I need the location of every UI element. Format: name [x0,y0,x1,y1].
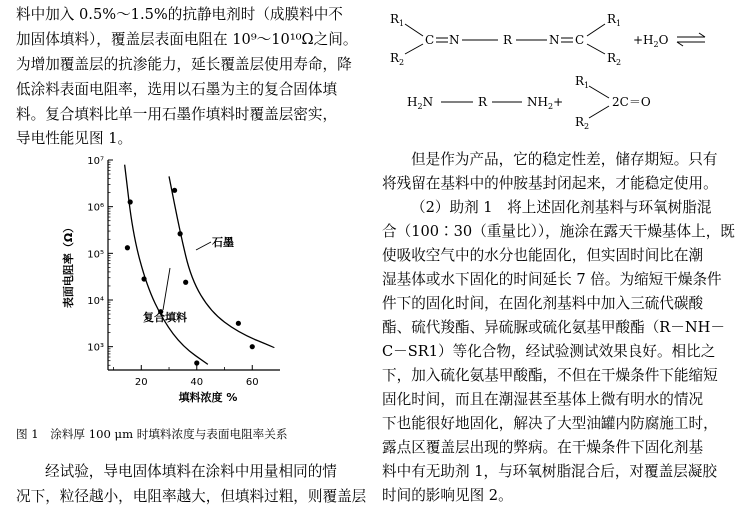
graphite-leader-line [196,242,211,250]
y-tick-label: 10⁷ [87,156,104,167]
composite-filler-curve [125,165,208,365]
series-label-graphite: 石墨 [212,236,234,249]
eq1-r2b: $R_2$ [607,51,622,67]
body-text-line: 经试验，导电固体填料在涂料中用量相同的情 [45,463,337,480]
body-text-line: 料中加入 0.5%～1.5%的抗静电剂时（成膜料中不 [16,6,343,23]
eq1-r1b: $R_1$ [607,12,622,28]
eq1-n2: N [549,33,560,47]
body-text-line: 使吸收空气中的水分也能固化，但实固时间比在潮 [382,247,704,264]
composite-leader-line [163,268,170,310]
body-text-line: 合（100∶30（重量比）），施涂在露天干燥基体上，既 [382,223,735,240]
body-text-line: 况下，粒径越小，电阻率越大，但填料过粗，则覆盖层 [16,488,367,505]
body-text-line: 酯、硫代羧酯、异硫脲或硫化氨基甲酸酯（R－NH－ [382,319,725,336]
eq1-r2: $R_2$ [390,51,405,67]
body-text-line: 固化时间，而且在潮湿甚至基体上微有明水的情况 [382,391,704,408]
eq2-r1: $R_1$ [575,74,590,90]
y-axis-title: 表面电阻率（Ω） [62,221,75,309]
eq1-r: R [503,33,513,47]
body-text-line: 加固体填料），覆盖层表面电阻在 10⁹～10¹⁰Ω之间。 [16,31,358,48]
body-text-line: C－SR1）等化合物，经试验测试效果良好。相比之 [382,343,716,360]
chemical-equations [385,0,755,135]
graphite-point [183,280,188,285]
eq1-water: $+H_2O$ [633,33,669,49]
equilibrium-arrow-icon [677,33,705,46]
series-label-composite: 复合填料 [143,311,187,324]
eq2-r: R [478,95,488,109]
eq2-h2n: $H_2N$ [407,95,434,111]
graphite-point [172,188,177,193]
body-text-line: 下也能很好地固化，解决了大型油罐内防腐施工时， [382,415,718,432]
graphite-point [236,321,241,326]
body-text-line: 露点区覆盖层出现的弊病。在干燥条件下固化剂基 [382,439,704,456]
eq1-n1: N [449,33,460,47]
body-text-line: 导电性能见图 1。 [16,130,133,147]
y-tick-label: 10⁴ [87,296,104,307]
eq2-r2: $R_2$ [575,115,590,131]
eq1-r1: $R_1$ [390,12,405,28]
y-tick-label: 10³ [87,342,104,354]
body-text-line: 件下的固化时间，在固化剂基料中加入三硫代碳酸 [382,295,704,312]
composite-filler-point [125,245,130,250]
body-text-line: 湿基体或水下固化的时间延长 7 倍。为缩短干燥条件 [382,271,722,288]
body-text-line: 下，加入硫化氨基甲酸酯，不但在干燥条件下能缩短 [382,367,718,384]
figure-caption: 图 1 涂料厚 100 μm 时填料浓度与表面电阻率关系 [16,427,288,441]
composite-filler-point [141,276,146,281]
eq2-nh2: $NH_2+$ [527,95,564,111]
graphite-point [178,231,183,236]
x-axis-title: 填料浓度 % [178,391,238,404]
eq2-product: 2C＝O [612,95,651,109]
eq1-c2: C [575,33,585,47]
section-heading-line: （2）助剂 1 将上述固化剂基料与环氧树脂混 [411,199,712,216]
x-tick-label: 20 [134,377,148,388]
y-tick-label: 10⁵ [87,249,104,261]
body-text-line: 但是作为产品，它的稳定性差，储存期短。只有 [411,151,718,168]
body-text-line: 为增加覆盖层的抗渗能力，延长覆盖层使用寿命，降 [16,56,352,73]
graphite-point [250,344,255,349]
eq1-c1: C [425,33,435,47]
composite-filler-point [194,360,199,365]
y-tick-label: 10⁶ [87,202,104,214]
body-text-line: 低涂料表面电阻率，选用以石墨为主的复合固体填 [16,81,338,98]
x-tick-label: 60 [245,377,259,388]
x-tick-label: 40 [190,377,204,388]
resistivity-chart [60,150,300,425]
body-text-line: 料中有无助剂 1，与环氧树脂混合后，对覆盖层凝胶 [382,463,717,480]
body-text-line: 将残留在基料中的仲胺基封闭起来，才能稳定使用。 [382,175,718,192]
body-text-line: 料。复合填料比单一用石墨作填料时覆盖层密实， [16,106,338,123]
body-text-line: 时间的影响见图 2。 [382,487,513,504]
composite-filler-point [128,199,133,204]
